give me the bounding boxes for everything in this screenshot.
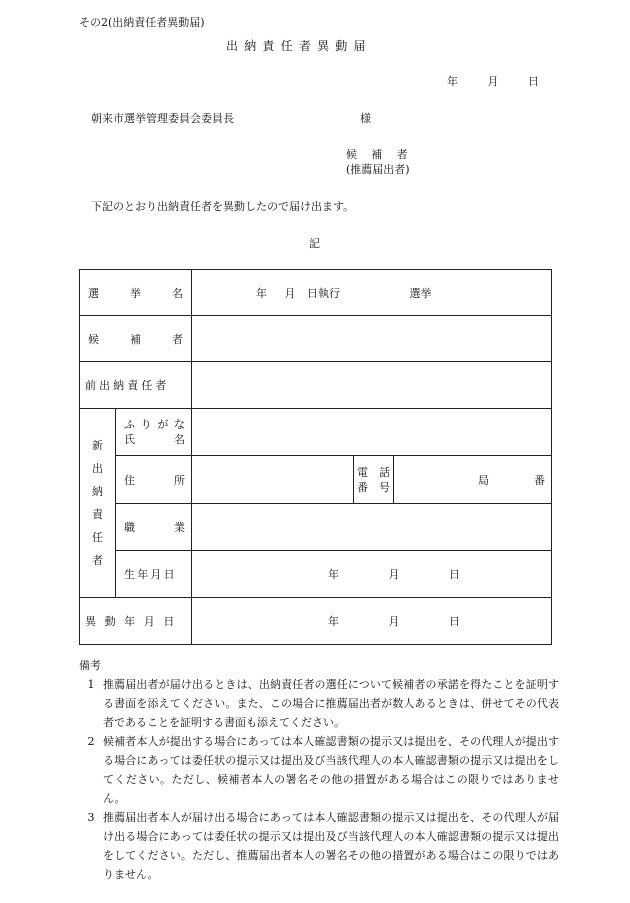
election-month: 月 <box>284 286 296 300</box>
election-row <box>80 270 552 316</box>
candidate-value-cell[interactable] <box>192 316 552 362</box>
birth-year: 年 <box>328 567 339 581</box>
note-number: 3 <box>87 811 95 824</box>
birthdate-row <box>80 550 552 597</box>
occupation-value-cell[interactable] <box>192 503 552 550</box>
change-month: 月 <box>388 614 400 628</box>
new-label-4: 責 <box>92 508 103 522</box>
address-row <box>80 456 552 503</box>
phone-exchange: 局 <box>478 473 489 487</box>
change-date-value-cell[interactable] <box>192 597 552 644</box>
address-label-1: 住 <box>124 473 135 487</box>
document-title: 出 納 責 任 者 異 動 届 <box>226 39 367 53</box>
note-number: 1 <box>87 678 95 691</box>
birth-day: 日 <box>449 567 460 581</box>
candidate-label-1: 候 <box>88 332 99 346</box>
new-treasurer-label-cell <box>80 409 116 598</box>
form-number: その2(出納責任者異動届) <box>79 16 205 29</box>
new-label-6: 者 <box>92 554 103 568</box>
birth-month: 月 <box>388 567 400 581</box>
furigana-3: が <box>157 418 169 432</box>
notes-section <box>79 656 559 884</box>
new-label-2: 出 <box>92 462 103 476</box>
date-line <box>447 73 539 89</box>
phone-value-cell[interactable] <box>394 456 552 503</box>
ki-mark: 記 <box>309 237 320 250</box>
new-label-3: 納 <box>92 485 103 499</box>
addressee-honorific: 様 <box>360 112 371 125</box>
new-label-1: 新 <box>92 439 103 453</box>
address-label-cell <box>116 456 192 503</box>
change-date-label: 異動年月日 <box>85 614 183 628</box>
candidate-label-3: 者 <box>172 332 183 346</box>
addressee-name: 朝来市選挙管理委員会委員長 <box>91 112 234 125</box>
change-day: 日 <box>449 614 460 628</box>
furigana-name-label-cell <box>116 409 192 456</box>
notes-heading: 備考 <box>79 659 101 672</box>
note-text: 候補者本人が提出する場合にあっては本人確認書類の提示又は提出を、その代理人が提出する場合にあっては委任状の提示又は提出及び当該代理人の本人確認書類の提示又は提出をしてください。ただし、候補者本人の署名その他の措置がある場合はこの限りではありません。 <box>103 735 559 805</box>
change-year: 年 <box>328 614 339 628</box>
note-item <box>79 808 559 884</box>
election-label-2: 挙 <box>130 286 141 300</box>
name-value-cell[interactable] <box>192 409 552 456</box>
name-label-2: 名 <box>174 433 185 447</box>
phone-label-cell <box>354 456 394 503</box>
address-value-cell[interactable] <box>192 456 354 503</box>
furigana-1: ふ <box>124 418 135 432</box>
election-year: 年 <box>256 286 267 300</box>
name-row <box>80 409 552 456</box>
previous-treasurer-label: 前出納責任者 <box>85 379 170 393</box>
election-day: 日執行 <box>307 286 340 300</box>
candidate-row <box>80 316 552 362</box>
phone-label-2: 番 号 <box>357 480 390 494</box>
birthdate-label-cell <box>116 550 192 597</box>
election-label-1: 選 <box>88 286 99 300</box>
furigana-4: な <box>173 418 185 432</box>
note-item <box>79 675 559 732</box>
submitter-role: 候 補 者 <box>346 148 410 161</box>
election-value-cell[interactable] <box>192 270 552 316</box>
election-label-cell <box>80 270 192 316</box>
birthdate-label: 生年月日 <box>124 567 177 581</box>
date-day: 日 <box>528 75 539 88</box>
notification-table <box>79 269 552 645</box>
previous-treasurer-label-cell <box>80 362 192 409</box>
furigana-2: り <box>140 418 152 432</box>
change-date-row <box>80 597 552 644</box>
phone-number: 番 <box>534 473 546 487</box>
occupation-label-1: 職 <box>124 520 135 534</box>
election-label-3: 名 <box>172 286 183 300</box>
candidate-label-2: 補 <box>130 332 141 346</box>
note-number: 2 <box>87 735 95 748</box>
address-label-2: 所 <box>174 473 185 487</box>
submitter-sub: (推薦届出者) <box>346 163 410 176</box>
previous-treasurer-value-cell[interactable] <box>192 362 552 409</box>
candidate-label-cell <box>80 316 192 362</box>
occupation-row <box>80 503 552 550</box>
name-label-1: 氏 <box>124 433 135 447</box>
birthdate-value-cell[interactable] <box>192 550 552 597</box>
phone-label-1: 電 話 <box>357 465 390 479</box>
change-date-label-cell <box>80 597 192 644</box>
date-year: 年 <box>447 75 458 88</box>
occupation-label-cell <box>116 503 192 550</box>
note-text: 推薦届出者本人が届け出る場合にあっては本人確認書類の提示又は提出を、その代理人が届け出る場合にあっては委任状の提示又は提出及び当該代理人の本人確認書類の提示又は提出をしてください。ただし、推薦届出者本人の署名その他の措置がある場合はこの限りではありません。 <box>103 811 559 881</box>
intro-text: 下記のとおり出納責任者を異動したので届け出ます。 <box>91 200 355 213</box>
election-suffix: 選挙 <box>409 286 432 300</box>
previous-treasurer-row <box>80 362 552 409</box>
date-month: 月 <box>487 75 499 88</box>
note-text: 推薦届出者が届け出るときは、出納責任者の選任について候補者の承諾を得たことを証明する書面を添えてください。また、この場合に推薦届出者が数人あるときは、併せてその代表者であることを証明する書面も添えてください。 <box>103 678 559 729</box>
occupation-label-2: 業 <box>174 520 185 534</box>
note-item <box>79 732 559 808</box>
new-label-5: 任 <box>92 531 103 545</box>
